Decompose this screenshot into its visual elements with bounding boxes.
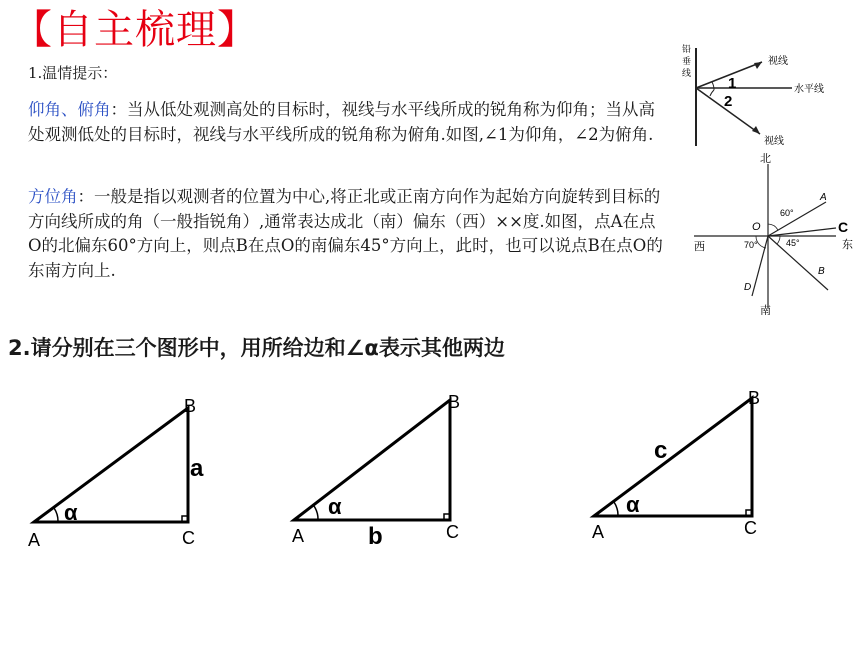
- triangle-1-alpha: α: [64, 500, 78, 525]
- triangle-1-given-side: a: [190, 455, 204, 482]
- angle-60-label: 60°: [780, 208, 794, 218]
- sight-down-arrowhead: [752, 126, 760, 134]
- triangle-3-given-side: c: [654, 437, 668, 464]
- triangle-3-alpha-arc: [614, 502, 618, 516]
- triangle-2-a-vertex: A: [292, 526, 305, 546]
- triangle-3-shape: [594, 398, 752, 516]
- angle-45-arc: [777, 236, 780, 244]
- south-label: 南: [760, 305, 771, 315]
- point-a-label: A: [820, 192, 827, 203]
- angle1-arc: [712, 82, 714, 90]
- triangle-2-shape: [294, 400, 450, 520]
- triangle-2: [286, 390, 476, 550]
- point-d-label: D: [744, 282, 752, 293]
- sight-up-arrowhead: [754, 62, 762, 69]
- section-title: 【自主梳理】: [12, 7, 258, 53]
- origin-label: O: [752, 221, 761, 233]
- triangle-2-c-vertex: C: [446, 522, 459, 542]
- bearing-term: 方位角: [28, 187, 78, 206]
- tips-heading: 1.温情提示：: [28, 64, 118, 82]
- bearing-paragraph: [28, 185, 668, 283]
- triangle-1-shape: [34, 408, 188, 522]
- triangle-3-a-vertex: A: [592, 522, 605, 542]
- sight-up-label: 视线: [768, 56, 788, 67]
- east-label: 东: [842, 239, 853, 251]
- elevation-depression-text: ：当从低处观测高处的目标时，视线与水平线所成的锐角称为仰角；当从高处观测低处的目标时，视线与水平线所成的锐角称为俯角.如图,∠1为仰角，∠2为俯角.: [28, 100, 655, 144]
- angle-45-label: 45°: [786, 238, 800, 248]
- triangle-2-given-side: b: [368, 523, 383, 550]
- triangle-1: [26, 396, 216, 551]
- bearing-text: ：一般是指以观测者的位置为中心,将正北或正南方向作为起始方向旋转到目标的方向线所成的角（一般指锐角）,通常表达成北（南）偏东（西）××度.如图，点A在点O的北偏东60°方向上，则点B在点O的南偏东45°方向上，此时，也可以说点B在点O的东南方向上.: [28, 187, 663, 280]
- west-label: 西: [694, 241, 705, 253]
- elevation-depression-figure: [672, 40, 852, 150]
- angle2-arc: [710, 90, 714, 96]
- triangle-1-a-vertex: A: [28, 530, 41, 550]
- triangle-2-b-vertex: B: [448, 392, 461, 412]
- plumb-label-3: 线: [682, 68, 692, 78]
- ray-oc: [768, 228, 836, 236]
- point-b-label: B: [818, 266, 825, 277]
- horizontal-label: 水平线: [794, 84, 824, 95]
- triangle-3-b-vertex: B: [748, 388, 761, 408]
- triangle-3-alpha: α: [626, 492, 640, 517]
- point-c-label: C: [838, 219, 849, 235]
- elevation-depression-paragraph: [28, 98, 668, 147]
- triangle-3: [586, 384, 776, 544]
- bearing-figure: [690, 150, 860, 315]
- plumb-label-2: 垂: [682, 56, 692, 66]
- triangle-1-c-vertex: C: [182, 528, 195, 548]
- triangle-2-alpha: α: [328, 494, 342, 519]
- angle-70-label: 70°: [744, 240, 758, 250]
- sight-down-label: 视线: [764, 136, 784, 147]
- plumb-label-1: 铅: [682, 44, 692, 54]
- triangle-3-c-vertex: C: [744, 518, 757, 538]
- triangle-1-alpha-arc: [54, 508, 58, 522]
- angle-60-arc: [768, 224, 778, 230]
- north-label: 北: [760, 153, 771, 165]
- elevation-depression-term: 仰角、俯角: [28, 100, 111, 119]
- angle1-label: 1: [728, 75, 737, 92]
- question-2: 2.请分别在三个图形中，用所给边和∠α表示其他两边: [8, 336, 505, 360]
- triangle-1-b-vertex: B: [184, 396, 197, 416]
- triangle-2-alpha-arc: [314, 506, 318, 520]
- ray-oa: [768, 202, 826, 236]
- angle2-label: 2: [724, 93, 733, 110]
